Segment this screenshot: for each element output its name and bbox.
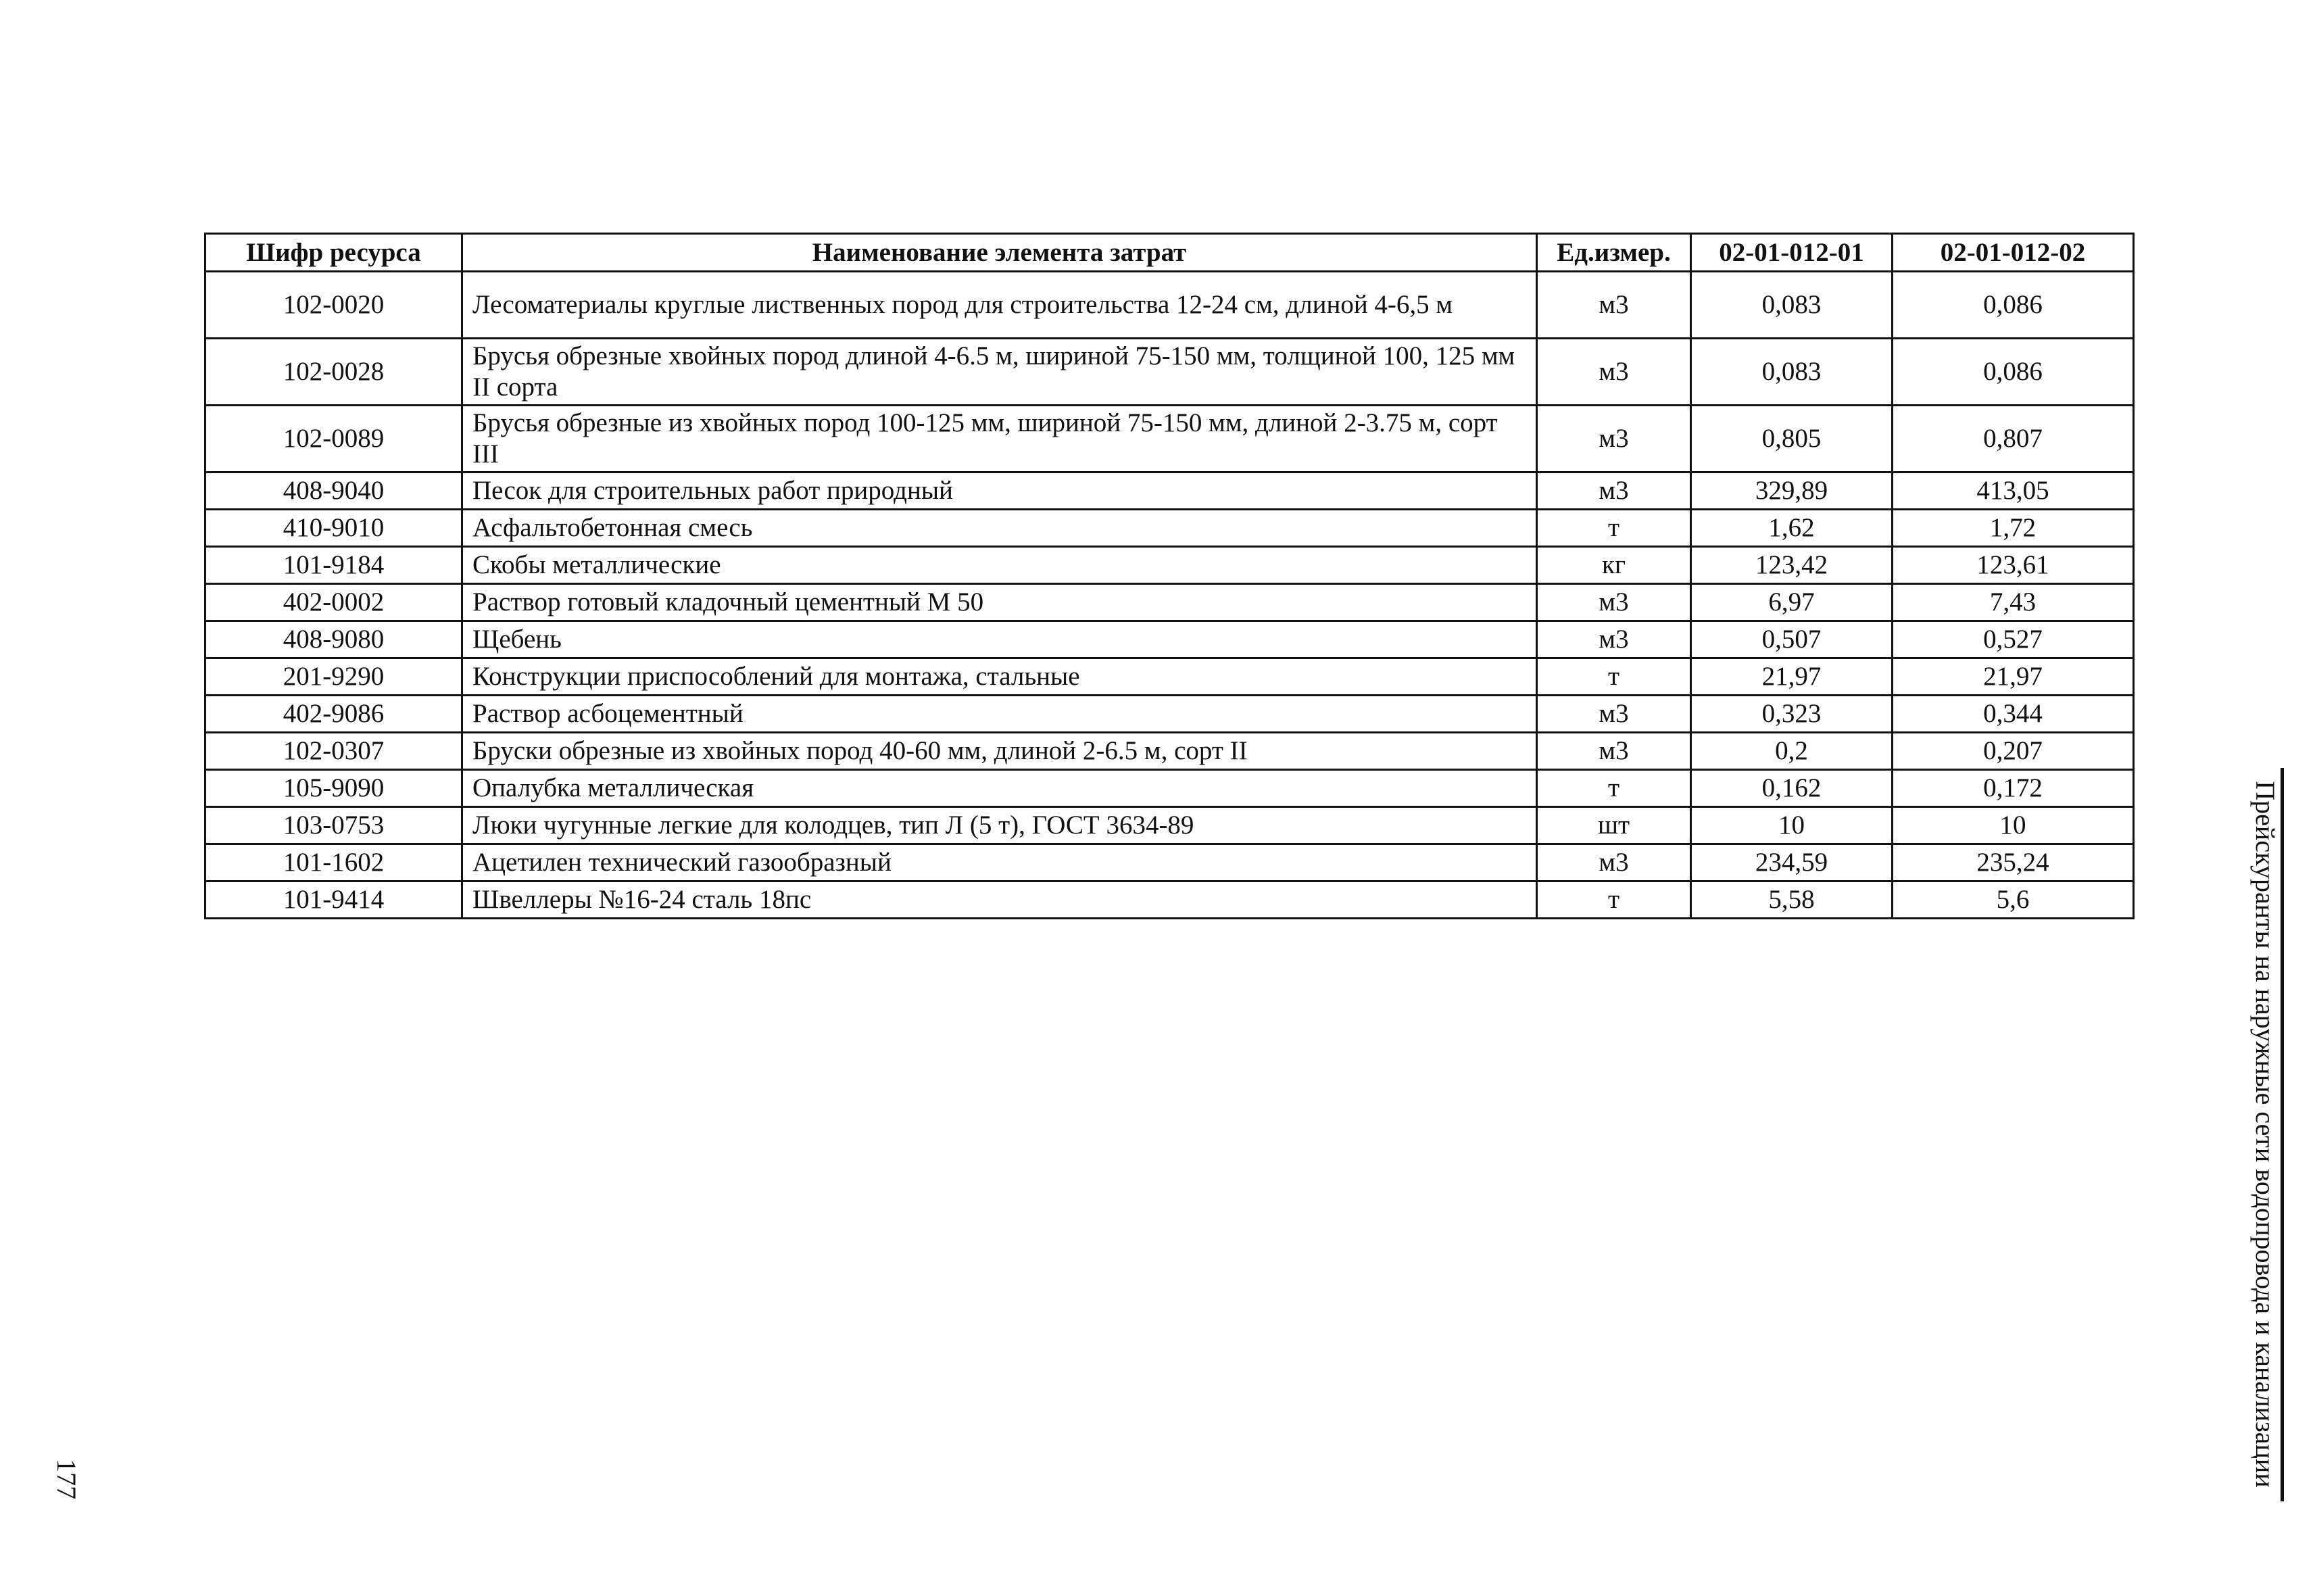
value-col2: 0,527 (1893, 621, 2134, 658)
resource-name: Раствор готовый кладочный цементный М 50 (462, 584, 1537, 621)
resource-unit: м3 (1537, 272, 1691, 339)
table-row (205, 807, 2134, 844)
resource-unit: м3 (1537, 696, 1691, 733)
table-row (205, 584, 2134, 621)
resource-code: 402-0002 (205, 584, 462, 621)
resource-name: Песок для строительных работ природный (462, 473, 1537, 510)
value-col1: 123,42 (1691, 547, 1893, 584)
value-col1: 0,083 (1691, 272, 1893, 339)
table-row (205, 406, 2134, 473)
resource-code: 102-0089 (205, 406, 462, 473)
value-col2: 235,24 (1893, 844, 2134, 881)
value-col2: 7,43 (1893, 584, 2134, 621)
resource-unit: шт (1537, 807, 1691, 844)
resource-name: Ацетилен технический газообразный (462, 844, 1537, 881)
value-col1: 21,97 (1691, 658, 1893, 696)
side-section-title-text: Прейскуранты на наружные сети водопровода и канализации (2250, 781, 2281, 1488)
table-row (205, 658, 2134, 696)
resource-name: Раствор асбоцементный (462, 696, 1537, 733)
value-col2: 123,61 (1893, 547, 2134, 584)
value-col2: 0,172 (1893, 770, 2134, 807)
resource-code: 101-9184 (205, 547, 462, 584)
resource-code: 201-9290 (205, 658, 462, 696)
resource-name: Конструкции приспособлений для монтажа, стальные (462, 658, 1537, 696)
resource-name: Бруски обрезные из хвойных пород 40-60 мм, длиной 2-6.5 м, сорт II (462, 733, 1537, 770)
value-col1: 0,323 (1691, 696, 1893, 733)
table-row (205, 844, 2134, 881)
resource-name: Брусья обрезные хвойных пород длиной 4-6.5 м, шириной 75-150 мм, толщиной 100, 125 мм II сорта (462, 339, 1537, 406)
resource-unit: м3 (1537, 584, 1691, 621)
resource-name: Швеллеры №16-24 сталь 18пс (462, 881, 1537, 919)
value-col1: 0,805 (1691, 406, 1893, 473)
value-col1: 234,59 (1691, 844, 1893, 881)
value-col2: 0,344 (1893, 696, 2134, 733)
value-col2: 0,086 (1893, 272, 2134, 339)
resource-code: 101-9414 (205, 881, 462, 919)
value-col1: 0,2 (1691, 733, 1893, 770)
resource-unit: т (1537, 510, 1691, 547)
value-col1: 1,62 (1691, 510, 1893, 547)
resource-code: 102-0307 (205, 733, 462, 770)
header-name: Наименование элемента затрат (462, 234, 1537, 272)
resource-code: 103-0753 (205, 807, 462, 844)
page-number: 177 (51, 1459, 82, 1499)
table-row (205, 696, 2134, 733)
table-row (205, 733, 2134, 770)
header-col1: 02-01-012-01 (1691, 234, 1893, 272)
table-row (205, 881, 2134, 919)
value-col1: 0,507 (1691, 621, 1893, 658)
table-header-row (205, 234, 2134, 272)
table-row (205, 770, 2134, 807)
table-row (205, 339, 2134, 406)
value-col2: 413,05 (1893, 473, 2134, 510)
resource-unit: м3 (1537, 844, 1691, 881)
resource-unit: т (1537, 881, 1691, 919)
table-row (205, 547, 2134, 584)
table-row (205, 473, 2134, 510)
resource-code: 102-0028 (205, 339, 462, 406)
value-col1: 329,89 (1691, 473, 1893, 510)
value-col2: 0,807 (1893, 406, 2134, 473)
header-code: Шифр ресурса (205, 234, 462, 272)
resource-code: 410-9010 (205, 510, 462, 547)
resource-code: 105-9090 (205, 770, 462, 807)
value-col1: 6,97 (1691, 584, 1893, 621)
table-row (205, 621, 2134, 658)
resource-code: 408-9040 (205, 473, 462, 510)
resource-cost-table (204, 233, 2135, 919)
value-col2: 5,6 (1893, 881, 2134, 919)
value-col1: 10 (1691, 807, 1893, 844)
resource-unit: м3 (1537, 621, 1691, 658)
resource-code: 102-0020 (205, 272, 462, 339)
resource-unit: т (1537, 770, 1691, 807)
resource-name: Щебень (462, 621, 1537, 658)
resource-unit: кг (1537, 547, 1691, 584)
resource-name: Скобы металлические (462, 547, 1537, 584)
resource-name: Опалубка металлическая (462, 770, 1537, 807)
value-col2: 10 (1893, 807, 2134, 844)
resource-name: Брусья обрезные из хвойных пород 100-125 мм, шириной 75-150 мм, длиной 2-3.75 м, сорт III (462, 406, 1537, 473)
resource-code: 402-9086 (205, 696, 462, 733)
value-col1: 5,58 (1691, 881, 1893, 919)
resource-name: Лесоматериалы круглые лиственных пород для строительства 12-24 см, длиной 4-6,5 м (462, 272, 1537, 339)
value-col2: 0,086 (1893, 339, 2134, 406)
header-col2: 02-01-012-02 (1893, 234, 2134, 272)
resource-unit: м3 (1537, 339, 1691, 406)
resource-name: Асфальтобетонная смесь (462, 510, 1537, 547)
resource-unit: м3 (1537, 733, 1691, 770)
resource-unit: м3 (1537, 406, 1691, 473)
value-col2: 21,97 (1893, 658, 2134, 696)
value-col1: 0,162 (1691, 770, 1893, 807)
resource-name: Люки чугунные легкие для колодцев, тип Л (5 т), ГОСТ 3634-89 (462, 807, 1537, 844)
value-col1: 0,083 (1691, 339, 1893, 406)
table-row (205, 272, 2134, 339)
header-unit: Ед.измер. (1537, 234, 1691, 272)
value-col2: 1,72 (1893, 510, 2134, 547)
resource-code: 408-9080 (205, 621, 462, 658)
table-row (205, 510, 2134, 547)
value-col2: 0,207 (1893, 733, 2134, 770)
side-section-title (2249, 768, 2284, 1501)
resource-unit: т (1537, 658, 1691, 696)
resource-code: 101-1602 (205, 844, 462, 881)
resource-unit: м3 (1537, 473, 1691, 510)
